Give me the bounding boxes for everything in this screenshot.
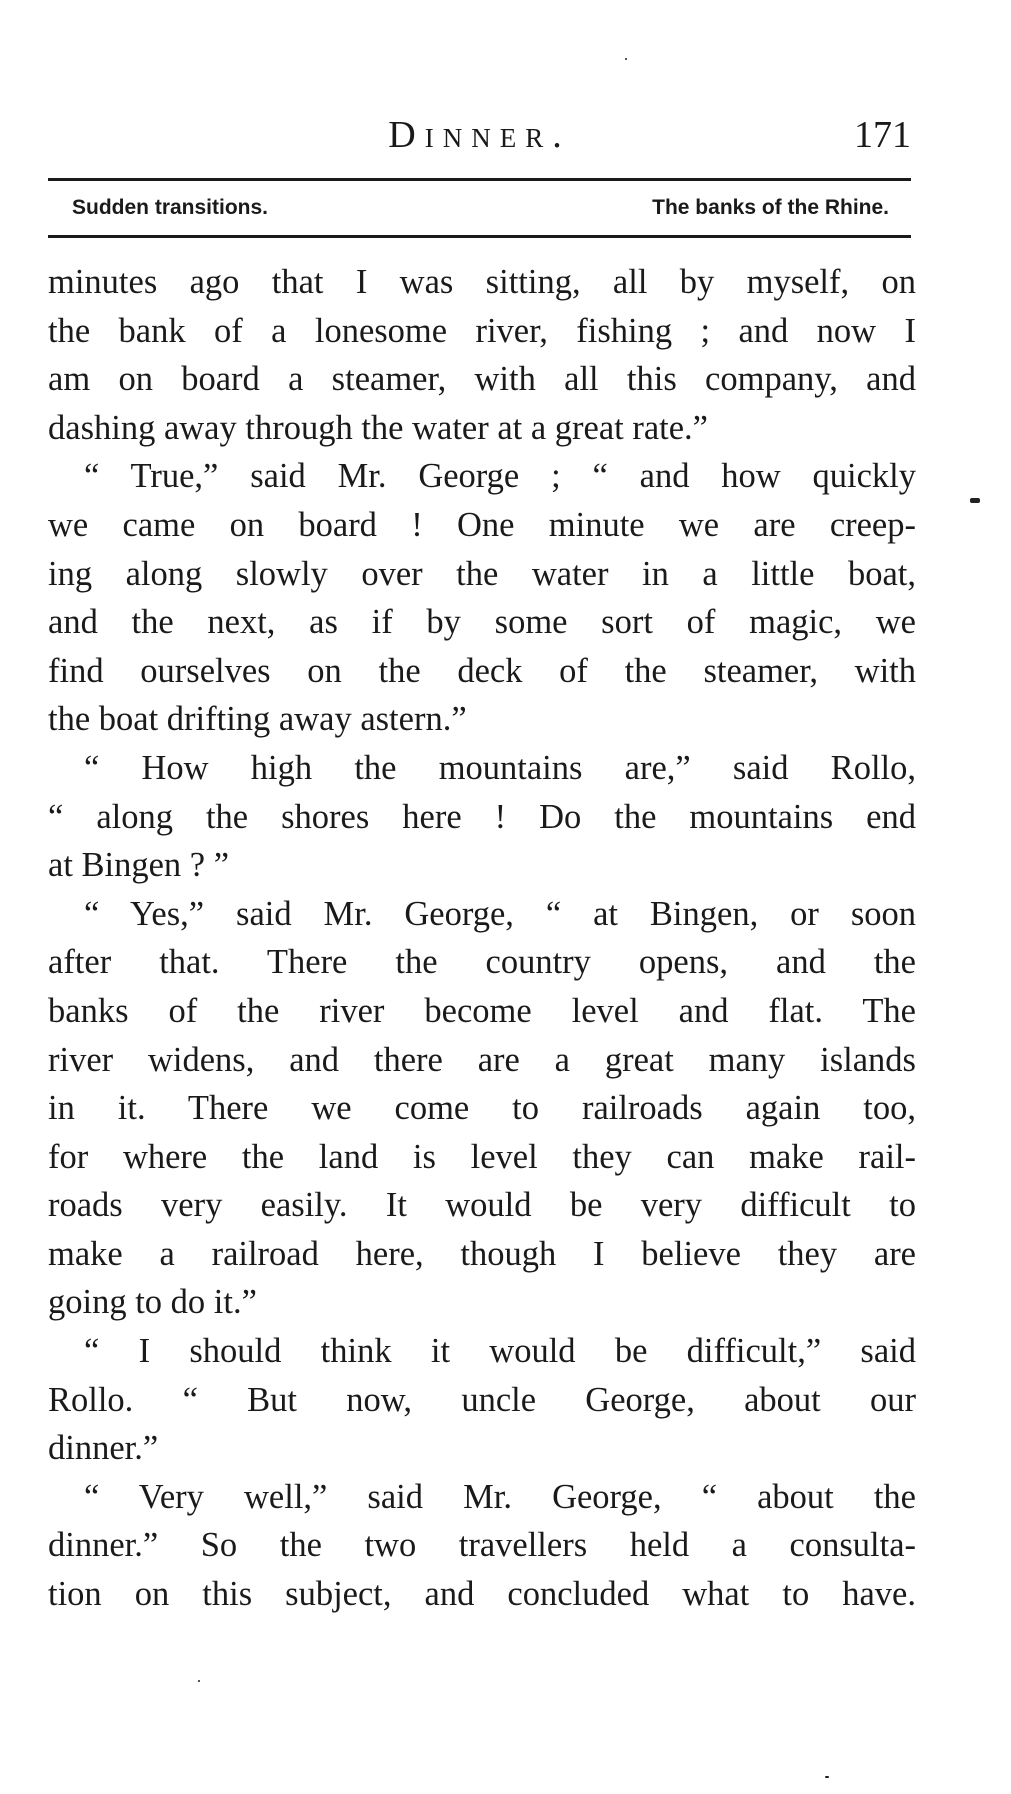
margin-speck [625, 58, 627, 60]
running-head [48, 110, 911, 160]
text-line: for where the land is level they can make rail- [48, 1137, 916, 1176]
text-line: roads very easily. It would be very difficult to [48, 1186, 916, 1225]
text-line: dashing away through the water at a great rate.” [48, 408, 708, 447]
text-line: banks of the river become level and flat. The [48, 991, 916, 1030]
text-line: dinner.” [48, 1429, 159, 1468]
page-number: 171 [854, 114, 911, 156]
subheading-bar [72, 188, 889, 228]
body-text [48, 258, 916, 1619]
text-line: in it. There we come to railroads again too, [48, 1089, 916, 1128]
margin-speck [970, 498, 980, 503]
text-line: river widens, and there are a great many islands [48, 1040, 916, 1079]
text-line: the boat drifting away astern.” [48, 700, 467, 739]
text-line: make a railroad here, though I believe they are [48, 1234, 916, 1273]
text-line: ing along slowly over the water in a little boat, [48, 554, 916, 593]
text-line: “ I should think it would be difficult,” said [84, 1332, 916, 1371]
text-line: minutes ago that I was sitting, all by myself, on [48, 263, 916, 301]
text-line: going to do it.” [48, 1283, 257, 1322]
text-line: Rollo. “ But now, uncle George, about our [48, 1380, 916, 1419]
text-line: “ along the shores here ! Do the mountains end [48, 797, 916, 836]
subheading-right: The banks of the Rhine. [652, 196, 889, 219]
text-line: dinner.” So the two travellers held a consulta- [48, 1526, 916, 1565]
bottom-rule [48, 235, 911, 238]
text-line: at Bingen ? ” [48, 846, 230, 885]
chapter-title: Dinner. [388, 114, 571, 156]
text-line: find ourselves on the deck of the steamer, with [48, 651, 916, 690]
text-line: we came on board ! One minute we are creep- [48, 505, 916, 544]
text-line: after that. There the country opens, and the [48, 943, 916, 982]
top-rule [48, 178, 911, 181]
text-line: “ Yes,” said Mr. George, “ at Bingen, or soon [84, 894, 916, 933]
text-line: tion on this subject, and concluded what to have. [48, 1575, 916, 1614]
text-line: am on board a steamer, with all this company, and [48, 360, 916, 399]
text-line: “ Very well,” said Mr. George, “ about the [84, 1477, 916, 1516]
margin-speck [198, 1680, 200, 1682]
text-line: and the next, as if by some sort of magic, we [48, 603, 916, 642]
text-line: “ How high the mountains are,” said Rollo, [84, 748, 916, 787]
margin-speck [825, 1776, 829, 1778]
text-line: “ True,” said Mr. George ; “ and how quickly [84, 457, 916, 496]
subheading-left: Sudden transitions. [72, 196, 269, 219]
text-line: the bank of a lonesome river, fishing ; and now I [48, 311, 916, 350]
